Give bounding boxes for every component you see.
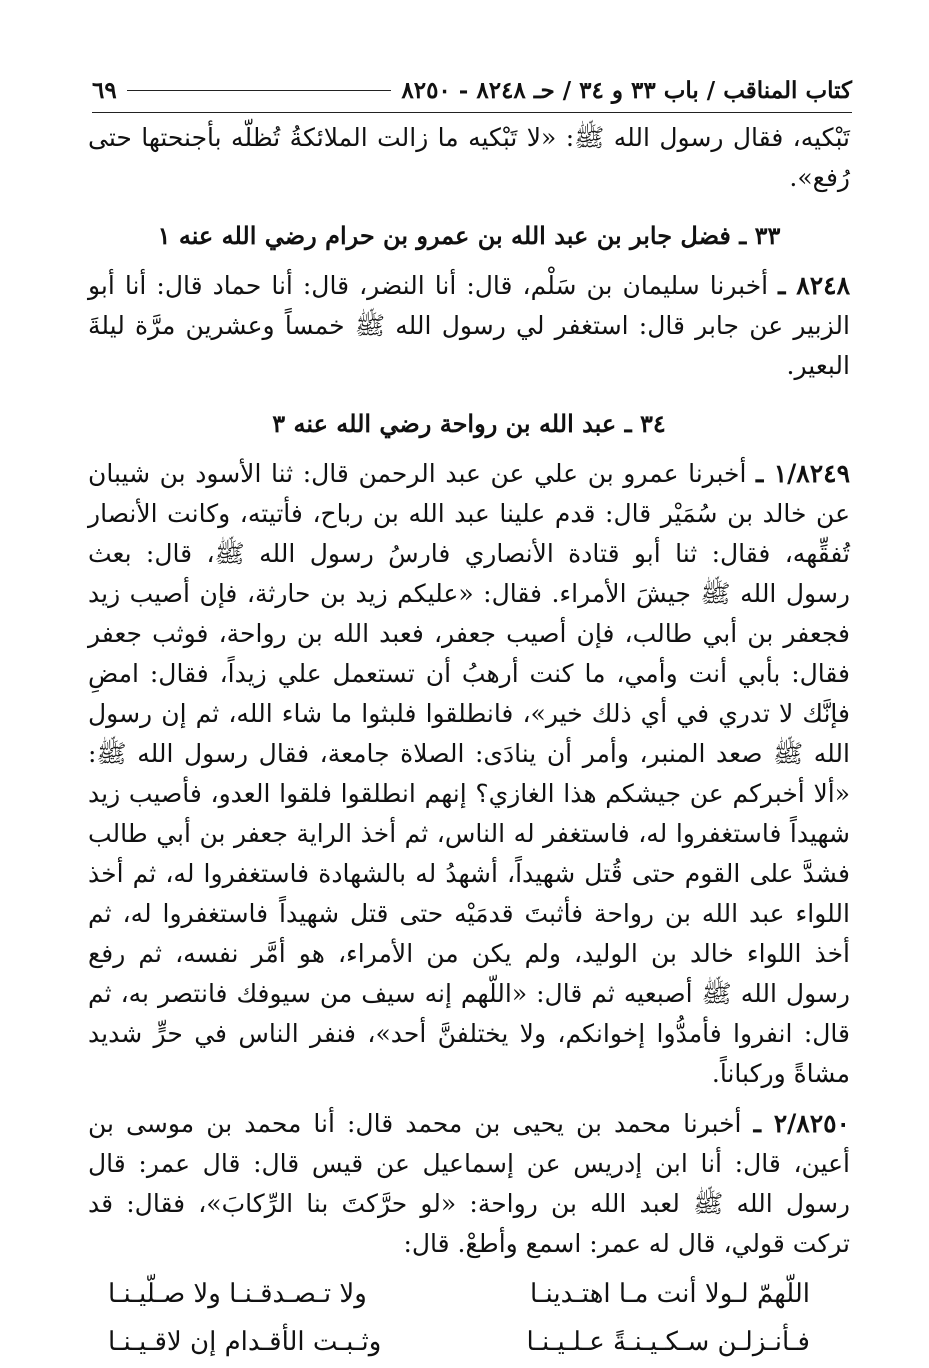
verse-second-hemistich: ولا تـصـدقـنـا ولا صـلّيـنـا xyxy=(108,1279,367,1309)
intro-paragraph: تَبْكيه، فقال رسول الله ﷺ: «لا تَبْكيه ما زالت الملائكةُ تُظلّه بأجنحتها حتى رُفع». xyxy=(88,123,850,192)
hadith-8249 xyxy=(88,454,850,1094)
hadith-number: ٢/٨٢٥٠ ـ xyxy=(753,1109,850,1138)
page-body xyxy=(88,118,850,1366)
verse-first-hemistich: فـأنـزلـن سـكـيـنـةً عـلـيـنـا xyxy=(526,1327,810,1357)
hadith-text: أخبرنا سليمان بن سَلْم، قال: أنا النضر، قال: أنا حماد قال: أنا أبو الزبير عن جابر قال: استغفر لي رسول الله ﷺ خمساً وعشرين مرَّة ليلةَ البعير. xyxy=(88,271,850,380)
hadith-text: أخبرنا عمرو بن علي عن عبد الرحمن قال: ثنا الأسود بن شيبان عن خالد بن سُمَيْر قال: قدم علينا عبد الله بن رباح، فأتيته، وكانت الأنصار تُفقِّهه، فقال: ثنا أبو قتادة الأنصاري فارسُ رسول الله ﷺ، قال: بعث رسول الله ﷺ جيشَ الأمراء. فقال: «عليكم زيد بن حارثة، فإن أصيب زيد فجعفر بن أبي طالب، فإن أصيب جعفر، فعبد الله بن رواحة، فوثب جعفر فقال: بأبي أنت وأمي، ما كنت أرهبُ أن تستعمل علي زيداً، فقال: امضِ فإنَّك لا تدري في أي ذلك خير»، فانطلقوا فلبثوا ما شاء الله، ثم إن رسول الله ﷺ صعد المنبر، وأمر أن ينادَى: الصلاة جامعة، فقال رسول الله ﷺ: «ألا أخبركم عن جيشكم هذا الغازي؟ إنهم انطلقوا فلقوا العدو، فأصيب زيد شهيداً فاستغفروا له، فاستغفر له الناس، ثم أخذ الراية جعفر بن أبي طالب فشدَّ على القوم حتى قُتل شهيداً، أشهدُ له بالشهادة فاستغفروا له، ثم أخذ اللواء عبد الله بن رواحة فأثبتَ قدمَيْه حتى قتل شهيداً فاستغفروا له، ثم أخذ اللواء خالد بن الوليد، ولم يكن من الأمراء، هو أمَّر نفسه، ثم رفع رسول الله ﷺ أصبعيه ثم قال: «اللّهم إنه سيف من سيوفك فانتصر به، ثم قال: انفروا فأمدُّوا إخوانكم، ولا يختلفنَّ أحد»، فنفر الناس في حرٍّ شديد مشاةً وركباناً. xyxy=(88,459,850,1088)
hadith-number: ١/٨٢٤٩ ـ xyxy=(756,459,851,488)
verse-second-hemistich: وثـبـت الأقـدام إن لاقـيـنـا xyxy=(108,1327,382,1357)
section-34-heading: ٣٤ ـ عبد الله بن رواحة رضي الله عنه ٣ xyxy=(272,409,666,438)
poem xyxy=(88,1270,850,1366)
hadith-text: أخبرنا محمد بن يحيى بن محمد قال: أنا محمد بن موسى بن أعين، قال: أنا ابن إدريس عن إسماعيل عن قيس قال: قال عمر: قال رسول الله ﷺ لعبد الله بن رواحة: «لو حرَّكتَ بنا الرِّكابَ»، فقال: قد تركت قولي، قال له عمر: اسمع وأطعْ. قال: xyxy=(88,1109,850,1258)
poem-verse xyxy=(88,1270,850,1318)
hadith-8250 xyxy=(88,1104,850,1264)
header-title: كتاب المناقب / باب ٣٣ و ٣٤ / حـ ٨٢٤٨ - ٨٢٥٠ xyxy=(401,76,852,104)
header-rule xyxy=(127,90,392,91)
poem-verse xyxy=(88,1318,850,1366)
hadith-8248 xyxy=(88,266,850,386)
page-number: ٦٩ xyxy=(92,76,117,104)
verse-first-hemistich: اللّهمّ لـولا أنت مـا اهتـدينـا xyxy=(529,1279,810,1309)
running-header xyxy=(92,68,852,113)
section-33-heading: ٣٣ ـ فضل جابر بن عبد الله بن عمرو بن حرام رضي الله عنه ١ xyxy=(157,221,781,250)
hadith-number: ٨٢٤٨ ـ xyxy=(778,271,850,300)
